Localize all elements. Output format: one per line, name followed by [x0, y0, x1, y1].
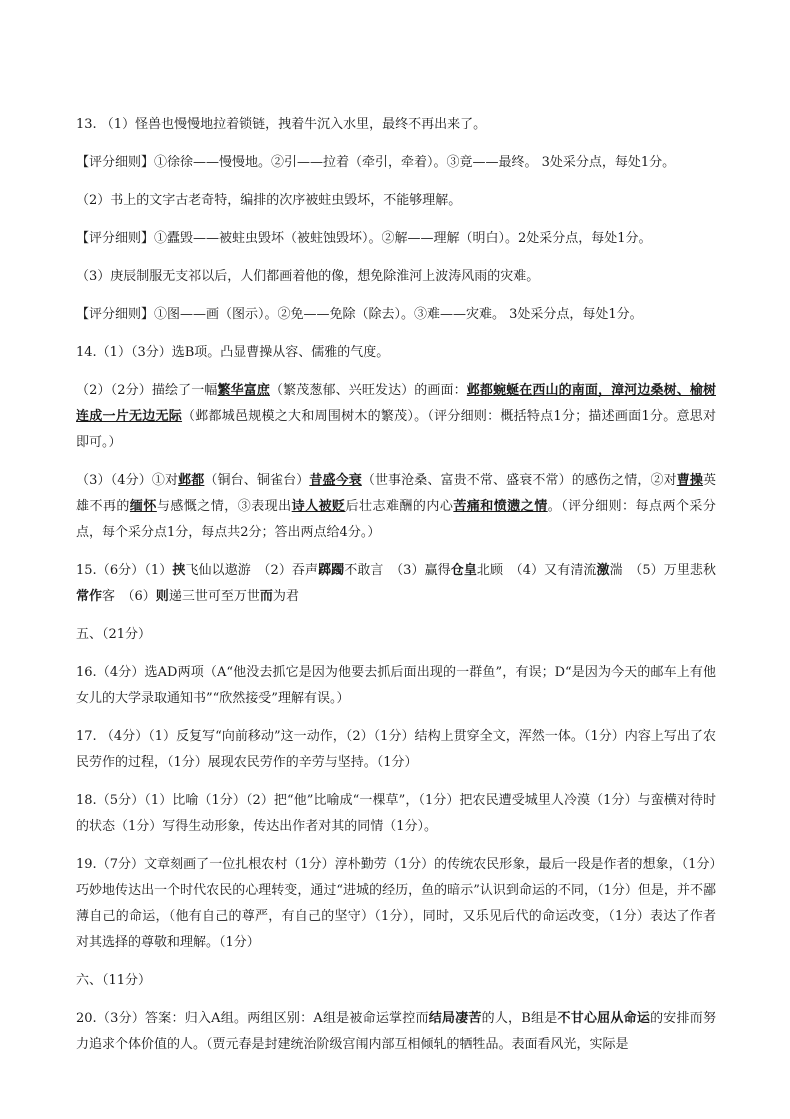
- text: 与感慨之情，③表现出: [156, 499, 292, 514]
- q13-answer-1: 13. （1）怪兽也慢慢地拉着锁链，拽着牛沉入水里，最终不再出来了。: [76, 117, 487, 132]
- text: 不敢言 （3）赢得: [344, 563, 451, 578]
- key-phrase: 诗人被贬: [291, 499, 346, 514]
- text: 20.（3分）答案：归入A组。两组区别：A组是被命运掌控而: [76, 1011, 429, 1026]
- key-phrase: 繁华富庶: [217, 383, 270, 398]
- q15-answer: [76, 558, 716, 610]
- key-phrase: 曹操: [676, 473, 703, 488]
- text: 英雄不再的: [76, 473, 716, 514]
- text: （世事沧桑、富贵不常、盛衰不常）的感伤之情，②对: [361, 473, 677, 488]
- text: 北顾 （4）又有清流: [476, 563, 597, 578]
- section-five-heading: 五、（21分）: [76, 627, 152, 642]
- text: （3）（4分）①对: [76, 473, 179, 488]
- text: 后壮志难酬的内心: [345, 499, 454, 514]
- key-phrase: 缅怀: [129, 499, 157, 514]
- q13-scoring-3: 【评分细则】①图——画（图示）。②免——免除（除去）。③难——灾难。 3处采分点，每处1分。: [76, 307, 643, 322]
- q19-answer: 19.（7分）文章刻画了一位扎根农村（1分）淳朴勤劳（1分）的传统农民形象，最后一段是作者的想象，（1分）巧妙地传达出一个时代农民的心理转变，通过“进城的经历，鱼的暗示”认识到命运的不同，（1分）但是，并不鄙薄自己的命运，（他有自己的尊严，有自己的坚守）（1分），同时，又乐见后代的命运改变，（1分）表达了作者对其选择的尊敬和理解。（1分）: [76, 857, 716, 950]
- text: 客 （6）: [102, 589, 156, 604]
- key-char: 激: [596, 563, 610, 578]
- key-phrase: 苦痛和愤懑之情: [453, 499, 548, 514]
- q18-answer: 18.（5分）（1）比喻（1分）（2）把“他”比喻成“一棵草”，（1分）把农民遭受城里人冷漠（1分）与蛮横对待时的状态（1分）写得生动形象，传达出作者对其的同情（1分）。: [76, 793, 716, 834]
- q17-answer: 17. （4分）（1）反复写“向前移动”这一动作，（2）（1分）结构上贯穿全文，浑然一体。（1分）内容上写出了农民劳作的过程，（1分）展现农民劳作的辛劳与坚持。（1分）: [76, 729, 716, 770]
- q14-answer-1: 14.（1）（3分）选B项。凸显曹操从容、儒雅的气度。: [76, 345, 390, 360]
- q13-answer-3: （3）庚辰制服无支祁以后，人们都画着他的像，想免除淮河上波涛风雨的灾难。: [76, 269, 540, 284]
- text: （邺都城邑规模之大和周围树木的繁茂）。（评分细则：概括特点1分；描述画面1分。意思对即可。）: [76, 409, 716, 450]
- key-phrase: 不甘心屈从命运: [557, 1011, 651, 1026]
- q16-answer: 16.（4分）选AD两项（A“他没去抓它是因为他要去抓后面出现的一群鱼”，有误；D“是因为今天的邮车上有他女儿的大学录取通知书”“欣然接受”理解有误。）: [76, 665, 716, 706]
- text: 的安排而努力追求个体价值的人。（贾元春是封建统治阶级宫闱内部互相倾轧的牺牲品。表面看风光，实际是: [76, 1011, 716, 1052]
- key-char: 则: [155, 589, 169, 604]
- answer-document: [76, 112, 716, 1070]
- key-char: 踯躅: [318, 563, 345, 578]
- text: 递三世可至万世: [168, 589, 260, 604]
- text: （2）（2分）描绘了一幅: [76, 383, 218, 398]
- text: 为君: [272, 589, 299, 604]
- section-six-heading: 六、（11分）: [76, 973, 152, 988]
- q14-answer-2: [76, 378, 716, 456]
- text: （繁茂葱郁、兴旺发达）的画面：: [269, 383, 467, 398]
- text: 。（评分细则：每点两个采分点，每个采分点1分，每点共2分；答出两点给4分。）: [76, 499, 716, 540]
- text: （铜台、铜雀台）: [204, 473, 310, 488]
- q14-answer-3: [76, 468, 716, 546]
- text: 的人，B组是: [481, 1011, 558, 1026]
- key-phrase: 邺都: [178, 473, 205, 488]
- key-phrase: 结局凄苦: [428, 1011, 482, 1026]
- text: 湍 （5）万里悲秋: [609, 563, 716, 578]
- key-char: 仓皇: [450, 563, 477, 578]
- key-char: 常作: [76, 589, 103, 604]
- q13-scoring-1: 【评分细则】①徐徐——慢慢地。②引——拉着（牵引，牵着）。③竟——最终。 3处采分点，每处1分。: [76, 155, 676, 170]
- text: 15.（6分）（1）: [76, 563, 173, 578]
- q20-answer: [76, 1006, 716, 1058]
- q13-answer-2: （2）书上的文字古老奇特，编排的次序被蛀虫毁坏，不能够理解。: [76, 193, 462, 208]
- text: 飞仙以遨游 （2）吞声: [185, 563, 319, 578]
- key-char: 而: [259, 589, 273, 604]
- key-phrase: 邺都蜿蜒在西山的南面，漳河边桑树、榆树连成一片无边无际: [76, 383, 716, 424]
- key-phrase: 昔盛今衰: [309, 473, 362, 488]
- key-char: 挟: [172, 563, 186, 578]
- q13-scoring-2: 【评分细则】①蠹毁——被蛀虫毁坏（被蛀蚀毁坏）。②解——理解（明白）。2处采分点，每处1分。: [76, 231, 652, 246]
